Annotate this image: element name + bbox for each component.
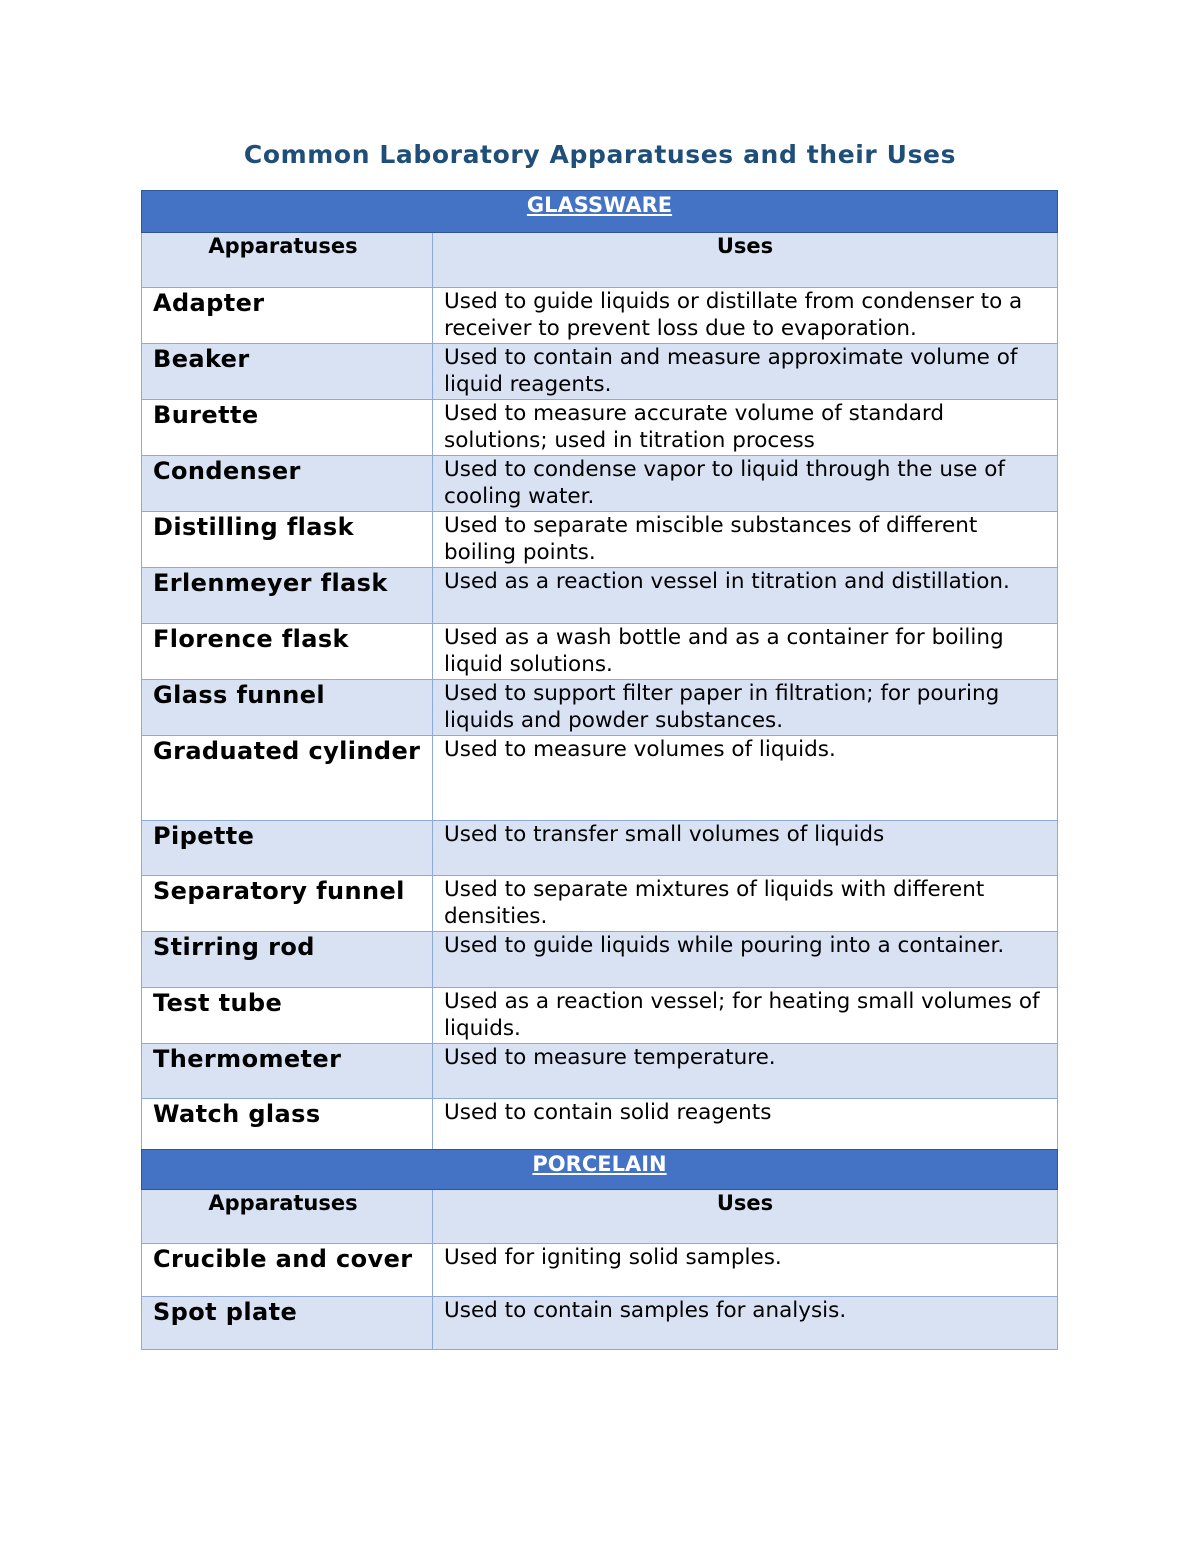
apparatus-use: Used to separate mixtures of liquids with different densities.: [433, 876, 1058, 932]
glassware-table: [141, 190, 1058, 1153]
apparatus-name: Crucible and cover: [142, 1244, 433, 1297]
column-header-apparatuses: Apparatuses: [142, 233, 433, 288]
table-row: [142, 512, 1058, 568]
table-row: [142, 568, 1058, 624]
column-header-uses: Uses: [433, 1190, 1058, 1244]
column-header-uses: Uses: [433, 233, 1058, 288]
apparatus-name: Burette: [142, 400, 433, 456]
table-row: [142, 988, 1058, 1044]
apparatus-name: Test tube: [142, 988, 433, 1044]
apparatus-name: Adapter: [142, 288, 433, 344]
porcelain-table: [141, 1149, 1058, 1350]
apparatus-name: Thermometer: [142, 1044, 433, 1099]
section-heading: PORCELAIN: [142, 1150, 1058, 1190]
apparatus-use: Used to measure temperature.: [433, 1044, 1058, 1099]
column-header-row: [142, 1190, 1058, 1244]
apparatus-use: Used to guide liquids or distillate from condenser to a receiver to prevent loss due to evaporation.: [433, 288, 1058, 344]
apparatus-name: Graduated cylinder: [142, 736, 433, 821]
table-row: [142, 624, 1058, 680]
apparatus-use: Used to condense vapor to liquid through the use of cooling water.: [433, 456, 1058, 512]
apparatus-name: Pipette: [142, 821, 433, 876]
table-row: [142, 1244, 1058, 1297]
table-row: [142, 932, 1058, 988]
table-row: [142, 400, 1058, 456]
table-row: [142, 344, 1058, 400]
column-header-apparatuses: Apparatuses: [142, 1190, 433, 1244]
apparatus-use: Used as a wash bottle and as a container for boiling liquid solutions.: [433, 624, 1058, 680]
apparatus-use: Used to separate miscible substances of different boiling points.: [433, 512, 1058, 568]
section-heading: GLASSWARE: [142, 191, 1058, 233]
column-header-row: [142, 233, 1058, 288]
table-row: [142, 1044, 1058, 1099]
table-row: [142, 1297, 1058, 1350]
apparatus-use: Used to measure volumes of liquids.: [433, 736, 1058, 821]
apparatus-name: Glass funnel: [142, 680, 433, 736]
apparatus-use: Used for igniting solid samples.: [433, 1244, 1058, 1297]
apparatus-name: Watch glass: [142, 1099, 433, 1153]
table-row: [142, 1099, 1058, 1153]
apparatus-name: Erlenmeyer flask: [142, 568, 433, 624]
table-row: [142, 876, 1058, 932]
table-row: [142, 456, 1058, 512]
apparatus-name: Florence flask: [142, 624, 433, 680]
apparatus-use: Used to contain and measure approximate volume of liquid reagents.: [433, 344, 1058, 400]
table-row: [142, 680, 1058, 736]
apparatus-use: Used as a reaction vessel in titration and distillation.: [433, 568, 1058, 624]
apparatus-name: Condenser: [142, 456, 433, 512]
apparatus-use: Used to guide liquids while pouring into a container.: [433, 932, 1058, 988]
apparatus-use: Used to contain samples for analysis.: [433, 1297, 1058, 1350]
apparatus-use: Used as a reaction vessel; for heating small volumes of liquids.: [433, 988, 1058, 1044]
apparatus-name: Beaker: [142, 344, 433, 400]
table-row: [142, 821, 1058, 876]
page-title: Common Laboratory Apparatuses and their Uses: [243, 140, 957, 169]
apparatus-name: Spot plate: [142, 1297, 433, 1350]
section-header-row: [142, 1150, 1058, 1190]
apparatus-name: Stirring rod: [142, 932, 433, 988]
apparatus-use: Used to support filter paper in filtration; for pouring liquids and powder substances.: [433, 680, 1058, 736]
apparatus-use: Used to measure accurate volume of standard solutions; used in titration process: [433, 400, 1058, 456]
apparatus-name: Separatory funnel: [142, 876, 433, 932]
apparatus-name: Distilling flask: [142, 512, 433, 568]
apparatus-use: Used to contain solid reagents: [433, 1099, 1058, 1153]
table-row: [142, 288, 1058, 344]
section-header-row: [142, 191, 1058, 233]
apparatus-use: Used to transfer small volumes of liquids: [433, 821, 1058, 876]
table-row: [142, 736, 1058, 821]
